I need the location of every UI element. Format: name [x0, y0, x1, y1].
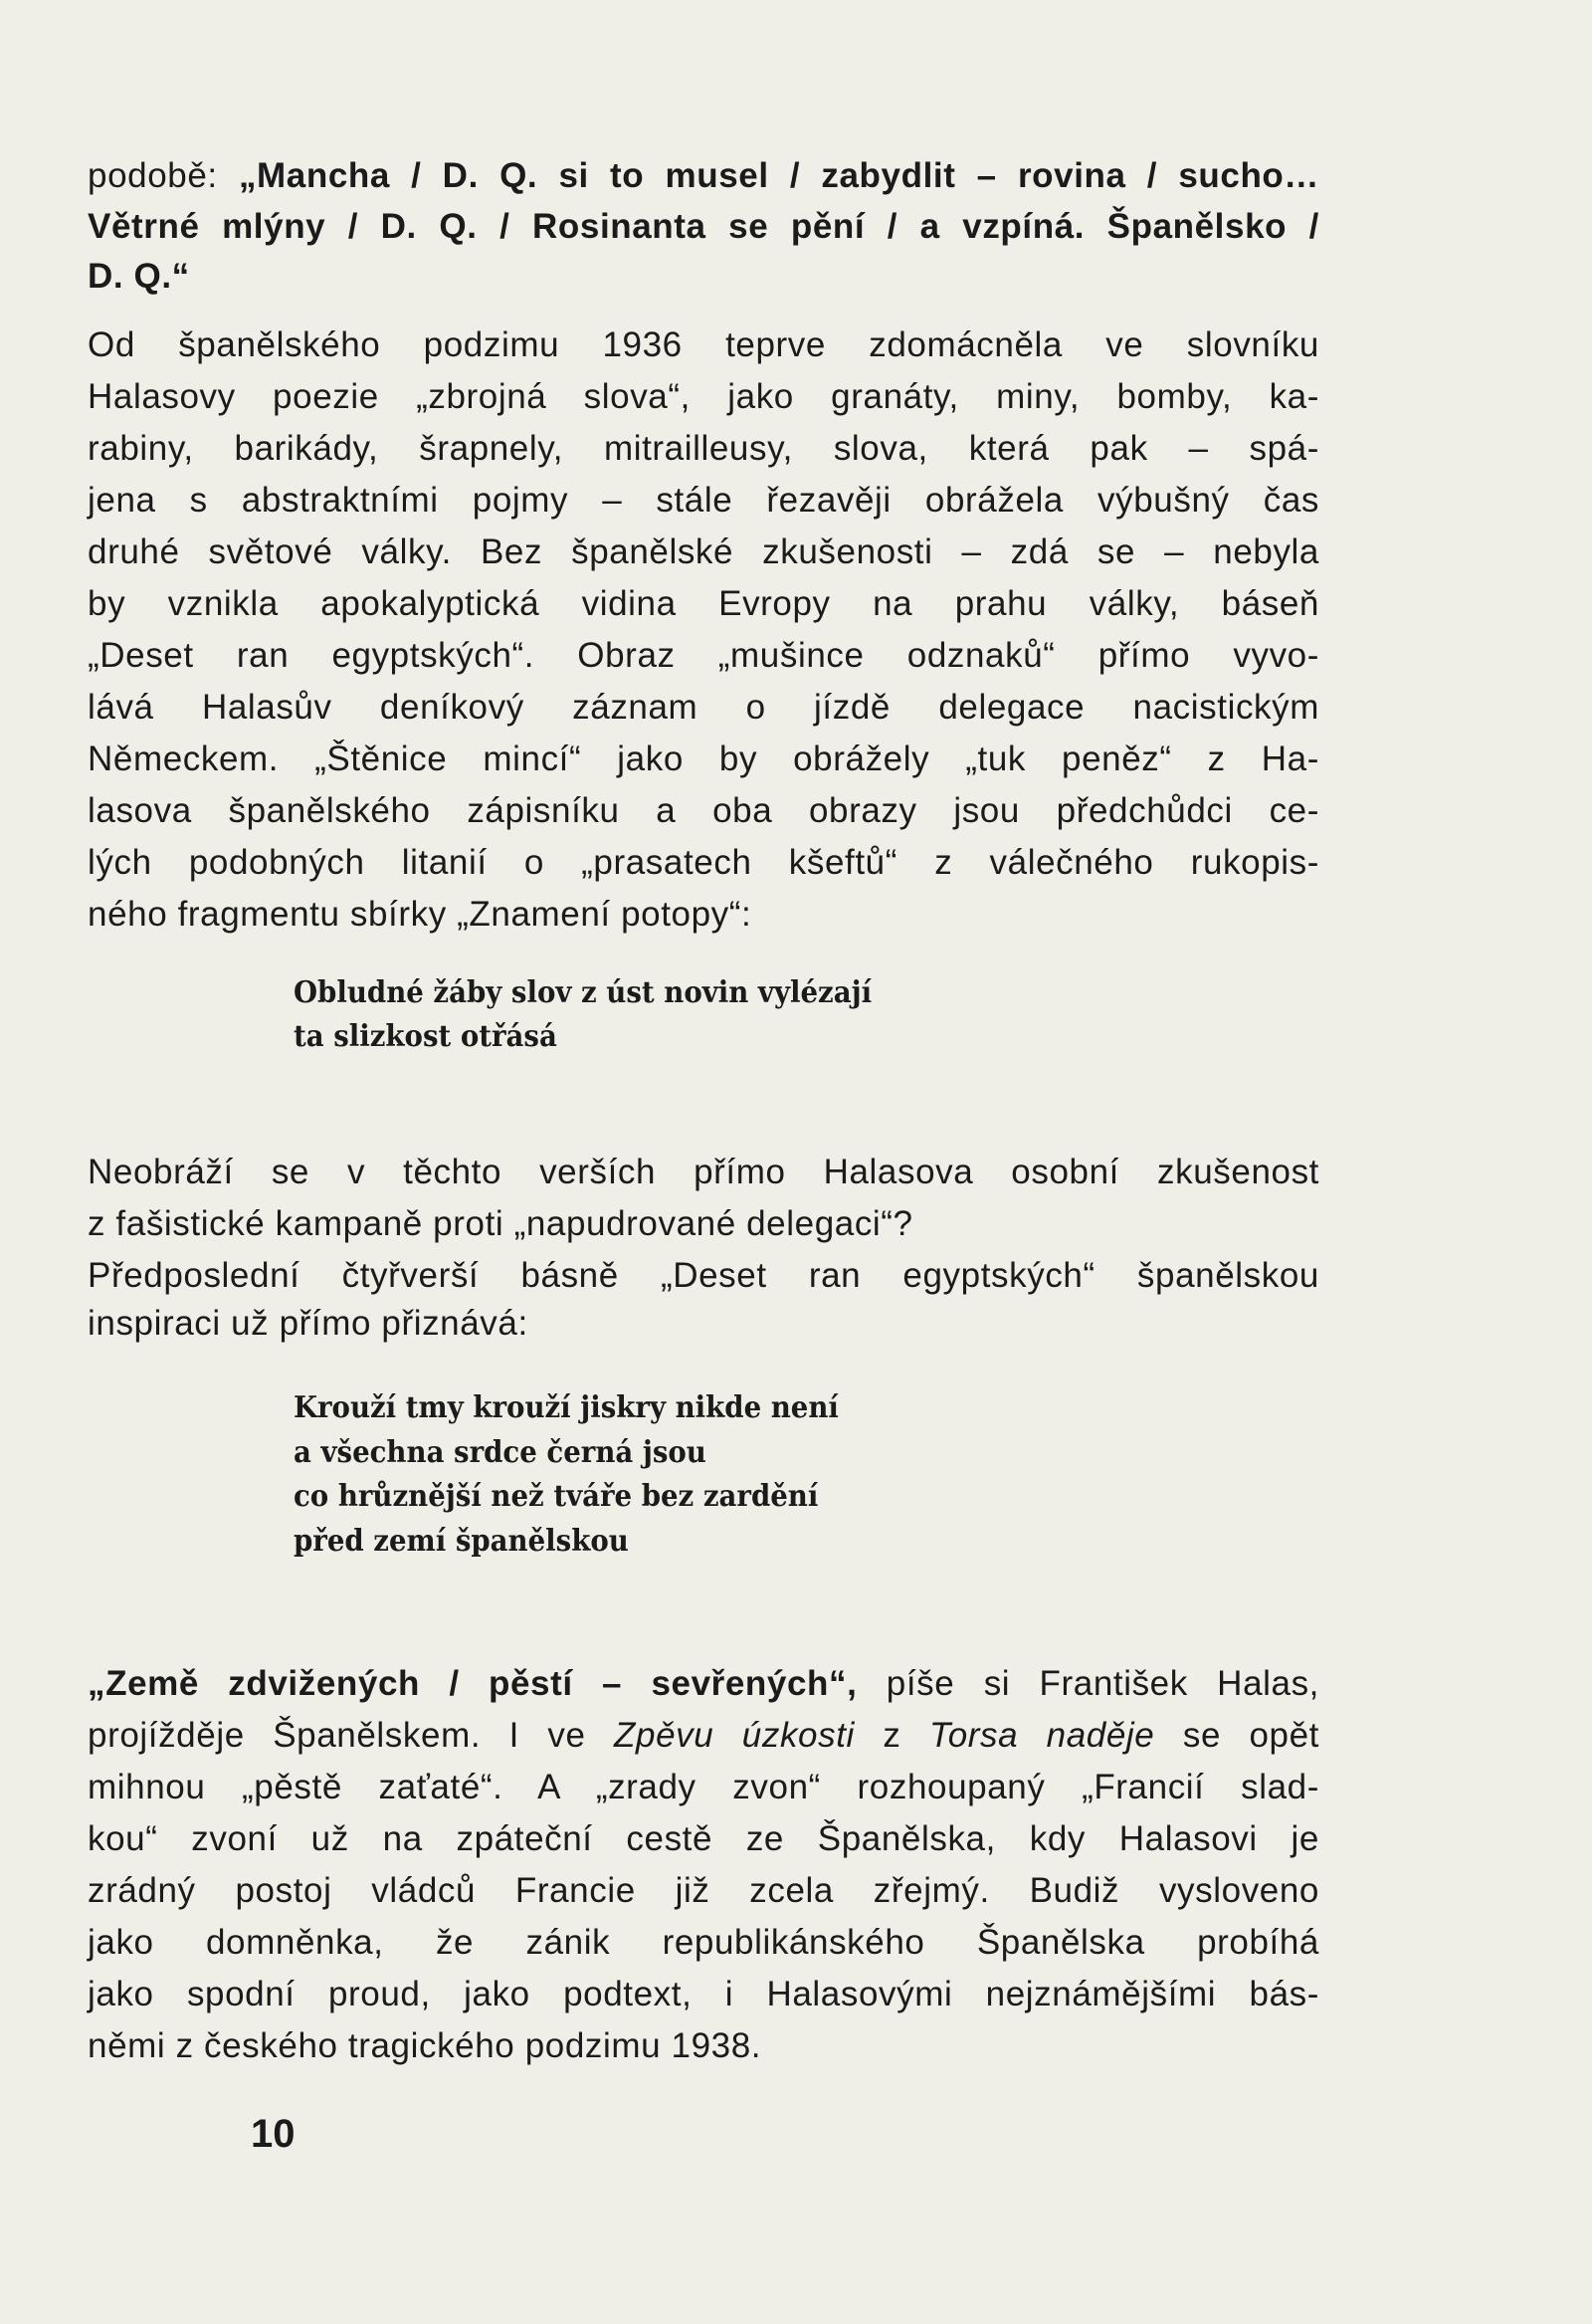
text-span: „Deset ran egyptských“. Obraz „mušince odznaků“ přímo vyvo-	[88, 636, 1319, 675]
text-line	[88, 1664, 1319, 1704]
verse-line: Obludné žáby slov z úst novin vylézají	[294, 975, 873, 1010]
text-span: se opět	[1154, 1716, 1319, 1755]
text-line	[88, 1304, 1319, 1344]
text-line	[88, 1204, 1319, 1244]
text-span: ného fragmentu sbírky „Znamení potopy“:	[88, 895, 752, 934]
italic-title: Zpěvu úzkosti	[614, 1716, 855, 1755]
bold-quote: D. Q.“	[88, 257, 190, 296]
text-line	[88, 156, 1319, 196]
text-span: jako spodní proud, jako podtext, i Halasovými nejznámějšími bás-	[88, 1975, 1319, 2013]
text-line	[88, 1256, 1319, 1296]
text-span: Předposlední čtyřverší básně „Deset ran egyptských“ španělskou	[88, 1256, 1319, 1295]
text-span: rabiny, barikády, šrapnely, mitrailleusy, slova, která pak – spá-	[88, 429, 1319, 468]
bold-quote: „Země zdvižených / pěstí – sevřených“,	[88, 1664, 858, 1703]
text-span: Halasovy poezie „zbrojná slova“, jako granáty, miny, bomby, ka-	[88, 377, 1319, 416]
text-line	[88, 1871, 1319, 1911]
text-line	[88, 1975, 1319, 2014]
text-line	[88, 2026, 1319, 2066]
text-line	[88, 791, 1319, 831]
text-span: němi z českého tragického podzimu 1938.	[88, 2026, 762, 2065]
verse-line: ta slizkost otřásá	[294, 1019, 557, 1054]
text-line	[88, 325, 1319, 365]
text-span: Německem. „Štěnice mincí“ jako by obrážely „tuk peněz“ z Ha-	[88, 739, 1319, 778]
text-span: zrádný postoj vládců Francie již zcela zřejmý. Budiž vysloveno	[88, 1871, 1319, 1910]
text-line	[88, 377, 1319, 417]
text-span: Neobráží se v těchto verších přímo Halasova osobní zkušenost	[88, 1153, 1319, 1191]
bold-quote: „Mancha / D. Q. si to musel / zabydlit – rovina / sucho…	[238, 156, 1319, 195]
text-line	[88, 739, 1319, 779]
text-span: píše si František Halas,	[857, 1664, 1319, 1703]
verse-line: před zemí španělskou	[294, 1524, 629, 1559]
text-span: kou“ zvoní už na zpáteční cestě ze Španělska, kdy Halasovi je	[88, 1819, 1319, 1858]
text-span: lává Halasův deníkový záznam o jízdě delegace nacistickým	[88, 688, 1319, 727]
verse-line: Krouží tmy krouží jiskry nikde není	[294, 1390, 839, 1425]
text-span: z	[854, 1716, 929, 1755]
text-span: jako domněnka, že zánik republikánského Španělska probíhá	[88, 1923, 1319, 1962]
text-span: druhé světové války. Bez španělské zkušenosti – zdá se – nebyla	[88, 532, 1319, 571]
text-span: by vznikla apokalyptická vidina Evropy na prahu války, báseň	[88, 584, 1319, 623]
text-line	[88, 429, 1319, 469]
text-line	[88, 207, 1319, 247]
text-line	[88, 481, 1319, 521]
text-span: lých podobných litanií o „prasatech kšeftů“ z válečného rukopis-	[88, 843, 1319, 882]
bold-quote: Větrné mlýny / D. Q. / Rosinanta se pění / a vzpíná. Španělsko /	[88, 207, 1319, 246]
text-line	[88, 895, 1319, 935]
text-span: mihnou „pěstě zaťaté“. A „zrady zvon“ rozhoupaný „Francií slad-	[88, 1768, 1319, 1806]
text-span: lasova španělského zápisníku a oba obrazy jsou předchůdci ce-	[88, 791, 1319, 830]
verse-line: co hrůznější než tváře bez zardění	[294, 1479, 819, 1514]
text-span: projížděje Španělskem. I ve	[88, 1716, 615, 1755]
text-line	[88, 843, 1319, 883]
text-line	[88, 1768, 1319, 1807]
text-line	[88, 257, 1319, 297]
italic-title: Torsa naděje	[928, 1716, 1155, 1755]
text-line	[88, 1153, 1319, 1192]
text-line	[88, 532, 1319, 572]
text-line	[88, 584, 1319, 624]
text-line	[88, 688, 1319, 728]
text-line	[88, 636, 1319, 676]
text-span: podobě:	[88, 156, 239, 195]
text-line	[88, 1716, 1319, 1756]
text-span: z fašistické kampaně proti „napudrované delegaci“?	[88, 1204, 913, 1243]
text-line	[88, 1819, 1319, 1859]
text-span: jena s abstraktními pojmy – stále řezavěji obrážela výbušný čas	[88, 481, 1319, 520]
text-line	[88, 1923, 1319, 1963]
verse-line: a všechna srdce černá jsou	[294, 1435, 706, 1470]
text-span: Od španělského podzimu 1936 teprve zdomácněla ve slovníku	[88, 325, 1319, 364]
text-span: inspiraci už přímo přiznává:	[88, 1304, 528, 1343]
page-number: 10	[251, 2112, 296, 2156]
